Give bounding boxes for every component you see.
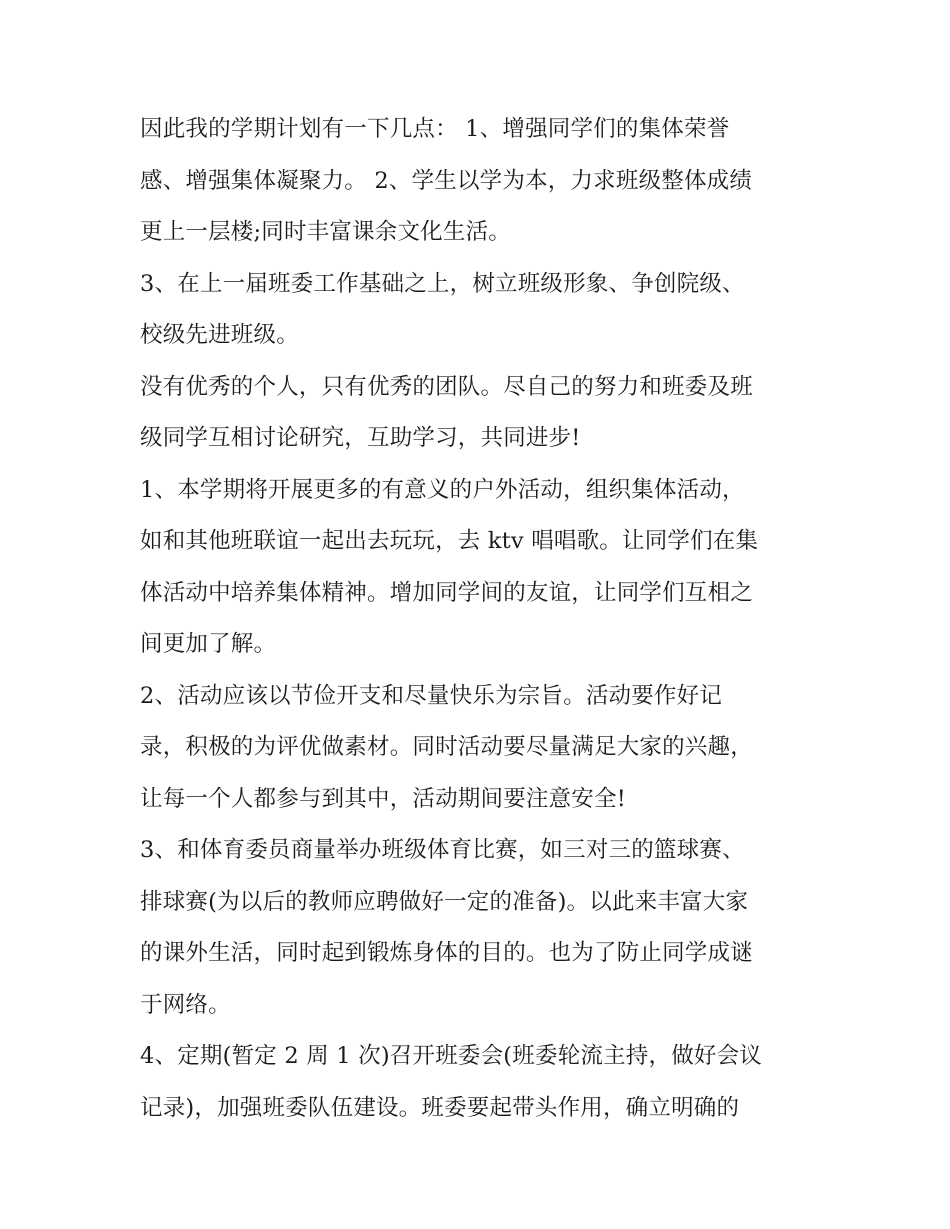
paragraph-plan-3 — [140, 259, 840, 362]
paragraph-intro-plan — [140, 104, 840, 259]
text-line: 让每一个人都参与到其中，活动期间要注意安全! — [140, 785, 626, 812]
paragraph-activity-2 — [140, 671, 840, 826]
text-line: 排球赛(为以后的教师应聘做好一定的准备)。以此来丰富大家 — [140, 888, 749, 915]
text-line: 2、活动应该以节俭开支和尽量快乐为宗旨。活动要作好记 — [140, 682, 723, 709]
text-line: 更上一层楼;同时丰富课余文化生活。 — [140, 219, 511, 245]
text-line: 级同学互相讨论研究，互助学习，共同进步! — [140, 425, 581, 451]
text-line: 于网络。 — [140, 991, 231, 1018]
text-line: 录，积极的为评优做素材。同时活动要尽量满足大家的兴趣， — [140, 734, 753, 760]
text-line: 体活动中培养集体精神。增加同学间的友谊，让同学们互相之 — [140, 579, 753, 606]
document-body — [140, 104, 840, 1134]
paragraph-team-statement — [140, 362, 840, 465]
text-line: 因此我的学期计划有一下几点： 1、增强同学们的集体荣誉 — [140, 116, 730, 142]
text-line: 如和其他班联谊一起出去玩玩，去 ktv 唱唱歌。让同学们在集 — [140, 528, 759, 554]
text-line: 没有优秀的个人，只有优秀的团队。尽自己的努力和班委及班 — [140, 373, 753, 400]
paragraph-activity-1 — [140, 465, 840, 671]
text-line: 感、增强集体凝聚力。 2、学生以学为本，力求班级整体成绩 — [140, 167, 753, 194]
paragraph-activity-4 — [140, 1031, 840, 1134]
text-line: 的课外生活，同时起到锻炼身体的目的。也为了防止同学成谜 — [140, 940, 753, 966]
text-line: 记录)，加强班委队伍建设。班委要起带头作用，确立明确的 — [140, 1094, 740, 1121]
text-line: 3、在上一届班委工作基础之上，树立班级形象、争创院级、 — [140, 270, 745, 297]
text-line: 间更加了解。 — [140, 631, 277, 657]
paragraph-activity-3 — [140, 825, 840, 1031]
text-line: 1、本学期将开展更多的有意义的户外活动，组织集体活动， — [140, 476, 745, 503]
text-line: 校级先进班级。 — [140, 322, 299, 348]
text-line: 4、定期(暂定 2 周 1 次)召开班委会(班委轮流主持，做好会议 — [140, 1043, 762, 1069]
text-line: 3、和体育委员商量举办班级体育比赛，如三对三的篮球赛、 — [140, 837, 745, 863]
